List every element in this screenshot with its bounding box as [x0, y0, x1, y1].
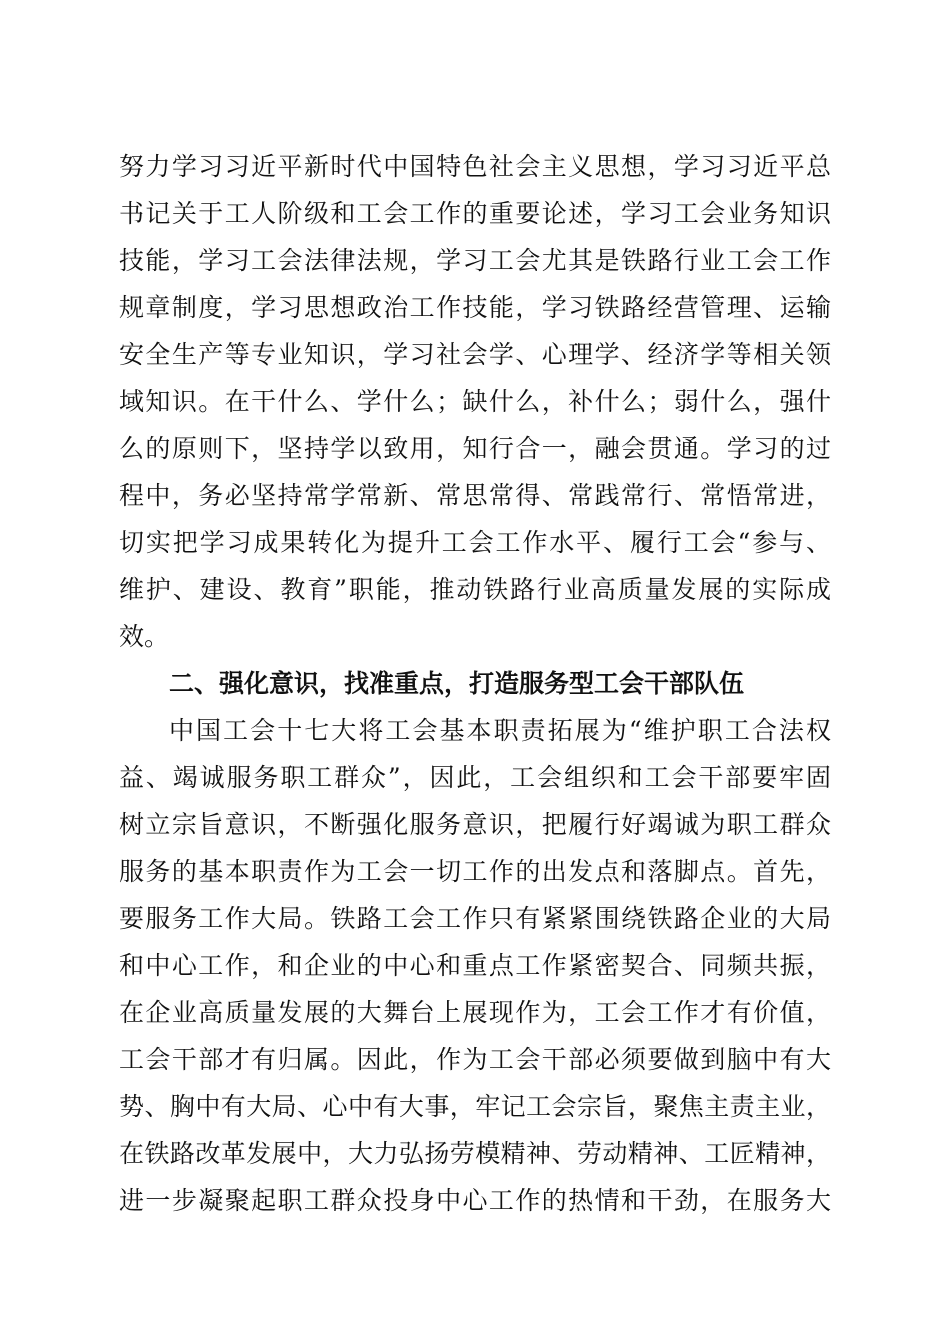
- paragraph-line: 中国工会十七大将工会基本职责拓展为“维护职工合法权: [169, 716, 831, 745]
- section-heading: 二、强化意识，找准重点，打造服务型工会干部队伍: [169, 669, 745, 698]
- paragraph-line: 域知识。在干什么、学什么；缺什么，补什么；弱什么，强什: [119, 387, 831, 416]
- paragraph-line: 安全生产等专业知识，学习社会学、心理学、经济学等相关领: [119, 340, 831, 369]
- paragraph-line: 树立宗旨意识，不断强化服务意识，把履行好竭诚为职工群众: [119, 810, 831, 839]
- paragraph-line: 进一步凝聚起职工群众投身中心工作的热情和干劲，在服务大: [119, 1186, 831, 1215]
- paragraph-line: 维护、建设、教育”职能，推动铁路行业高质量发展的实际成: [119, 575, 831, 604]
- paragraph-line: 技能，学习工会法律法规，学习工会尤其是铁路行业工会工作: [119, 246, 831, 275]
- paragraph-line: 服务的基本职责作为工会一切工作的出发点和落脚点。首先，: [119, 857, 831, 886]
- paragraph-line: 规章制度，学习思想政治工作技能，学习铁路经营管理、运输: [119, 293, 831, 322]
- paragraph-line: 在企业高质量发展的大舞台上展现作为，工会工作才有价值，: [119, 998, 831, 1027]
- paragraph-line: 在铁路改革发展中，大力弘扬劳模精神、劳动精神、工匠精神，: [119, 1139, 831, 1168]
- paragraph-line: 益、竭诚服务职工群众”，因此，工会组织和工会干部要牢固: [119, 763, 831, 792]
- paragraph-line: 工会干部才有归属。因此，作为工会干部必须要做到脑中有大: [119, 1045, 831, 1074]
- paragraph-line: 书记关于工人阶级和工会工作的重要论述，学习工会业务知识: [119, 199, 831, 228]
- paragraph-line: 努力学习习近平新时代中国特色社会主义思想，学习习近平总: [119, 152, 831, 181]
- paragraph-line: 势、胸中有大局、心中有大事，牢记工会宗旨，聚焦主责主业，: [119, 1092, 831, 1121]
- paragraph-line: 效。: [119, 622, 170, 651]
- paragraph-line: 和中心工作，和企业的中心和重点工作紧密契合、同频共振，: [119, 951, 831, 980]
- paragraph-line: 切实把学习成果转化为提升工会工作水平、履行工会“参与、: [119, 528, 831, 557]
- paragraph-line: 要服务工作大局。铁路工会工作只有紧紧围绕铁路企业的大局: [119, 904, 831, 933]
- paragraph-line: 么的原则下，坚持学以致用，知行合一，融会贯通。学习的过: [119, 434, 831, 463]
- paragraph-line: 程中，务必坚持常学常新、常思常得、常践常行、常悟常进，: [119, 481, 831, 510]
